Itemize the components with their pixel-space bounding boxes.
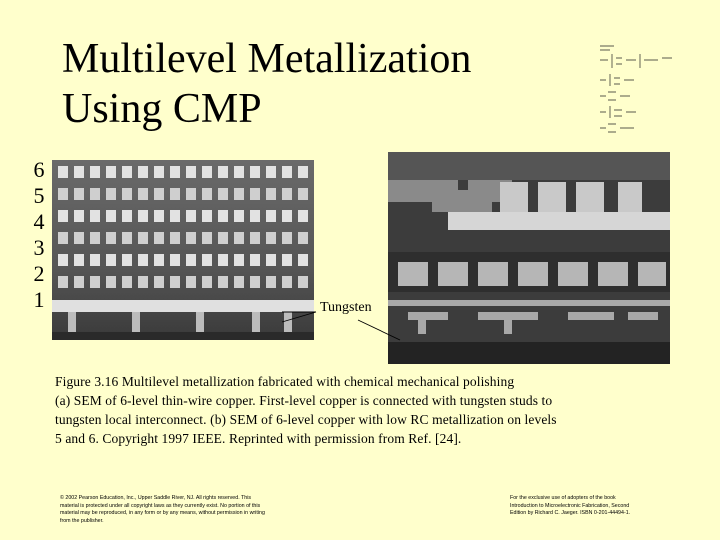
level-numbers	[30, 157, 48, 313]
level-number: 6	[33, 157, 45, 182]
equation-thumbnail	[596, 40, 680, 138]
adopters-notice	[510, 495, 670, 518]
title-line-2: Using CMP	[62, 86, 262, 132]
caption-line: tungsten local interconnect. (b) SEM of 6-level copper with low RC metallization on levels	[55, 412, 557, 427]
footer-line: Introduction to Microelectronic Fabrication, Second	[510, 502, 630, 509]
figure-caption	[55, 372, 665, 448]
caption-line: (a) SEM of 6-level thin-wire copper. First-level copper is connected with tungsten studs to	[55, 393, 553, 408]
sem-image-thin-wire-copper	[52, 160, 314, 340]
level-number: 4	[33, 209, 45, 234]
footer-line: © 2002 Pearson Education, Inc., Upper Saddle River, NJ. All rights reserved. This	[60, 495, 252, 501]
level-number: 2	[33, 261, 45, 286]
level-number: 1	[33, 287, 45, 312]
level-number: 5	[33, 183, 45, 208]
level-number: 3	[33, 235, 45, 260]
tungsten-label: Tungsten	[320, 300, 372, 315]
title-line-1: Multilevel Metallization	[62, 36, 472, 82]
footer-line: material is protected under all copyright laws as they currently exist. No portion of this	[60, 502, 261, 509]
caption-line: 5 and 6. Copyright 1997 IEEE. Reprinted with permission from Ref. [24].	[55, 431, 462, 446]
slide-title	[62, 34, 522, 134]
footer-line: from the publisher.	[60, 517, 104, 524]
caption-line: Figure 3.16 Multilevel metallization fabricated with chemical mechanical polishing	[55, 374, 515, 389]
sem-image-low-rc-copper	[388, 152, 670, 364]
footer-line: For the exclusive use of adopters of the book	[510, 495, 616, 501]
copyright-notice	[60, 495, 330, 525]
footer-line: Edition by Richard C. Jaeger. ISBN 0-201-44494-1.	[510, 510, 631, 516]
footer-line: material may be reproduced, in any form or by any means, without permission in writing	[60, 510, 265, 516]
